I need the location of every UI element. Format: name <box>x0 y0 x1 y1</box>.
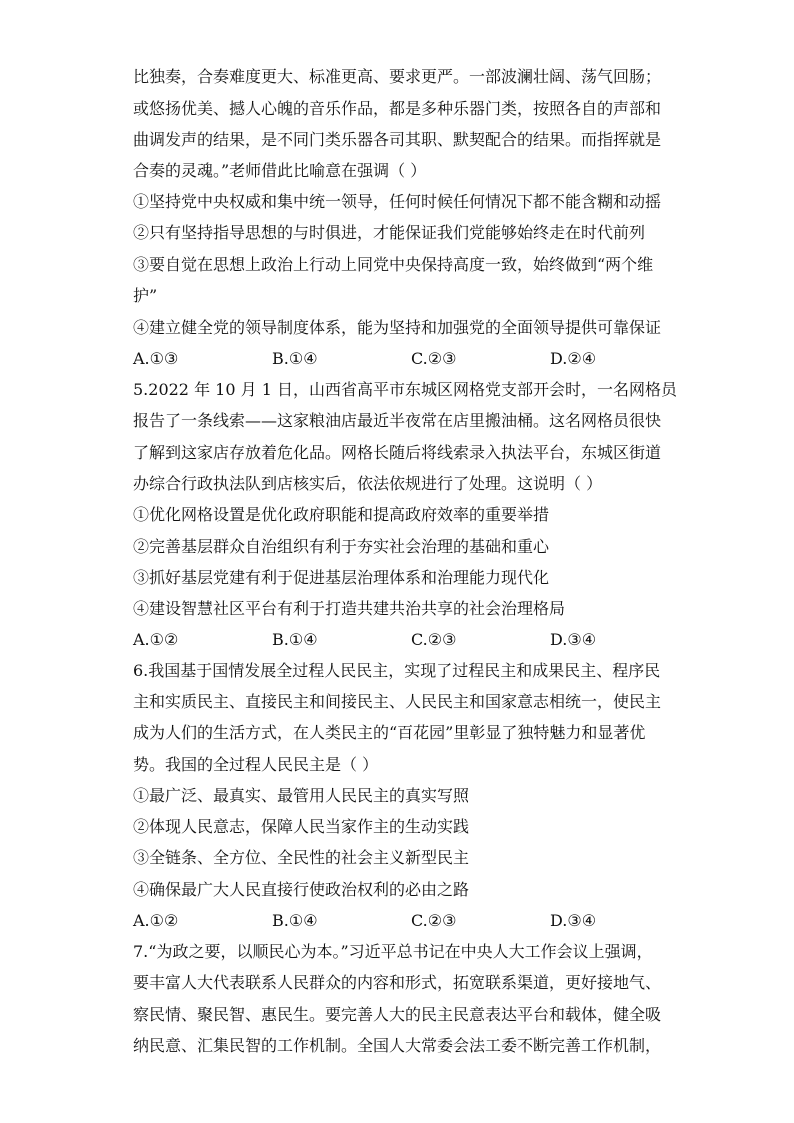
q5-text-line-4: 办综合行政执法队到店核实后，依法依规进行了处理。这说明（ ） <box>133 474 603 493</box>
q6-statement-1: ①最广泛、最真实、最管用人民民主的真实写照 <box>133 786 470 805</box>
q4-text-line-3: 曲调发声的结果，是不同门类乐器各司其职、默契配合的结果。而指挥就是 <box>133 130 662 149</box>
q5-statement-4: ④建设智慧社区平台有利于打造共建共治共享的社会治理格局 <box>133 599 566 618</box>
q6-text-line-1: 6.我国基于国情发展全过程人民民主，实现了过程民主和成果民主、程序民 <box>133 661 661 680</box>
q5-text-line-2: 报告了一条线索——这家粮油店最近半夜常在店里搬油桶。这名网格员很快 <box>133 411 662 430</box>
q6-text-line-4: 势。我国的全过程人民民主是（ ） <box>133 755 379 774</box>
q4-text-line-4: 合奏的灵魂。”老师借此比喻意在强调（ ） <box>133 161 427 180</box>
q6-option-d[interactable]: D.③④ <box>550 911 597 930</box>
q6-option-a[interactable]: A.①② <box>133 911 179 930</box>
q4-statement-1: ①坚持党中央权威和集中统一领导，任何时候任何情况下都不能含糊和动摇 <box>133 192 662 211</box>
q6-option-b[interactable]: B.①④ <box>272 911 318 930</box>
q6-options <box>0 911 794 933</box>
q5-option-a[interactable]: A.①② <box>133 630 179 649</box>
q4-option-c[interactable]: C.②③ <box>411 349 457 368</box>
q5-option-c[interactable]: C.②③ <box>411 630 457 649</box>
q4-statement-2: ②只有坚持指导思想的与时俱进，才能保证我们党能够始终走在时代前列 <box>133 223 646 242</box>
q4-statement-3: ③要自觉在思想上政治上行动上同党中央保持高度一致，始终做到“两个维 <box>133 255 654 274</box>
q7-text-line-2: 要丰富人大代表联系人民群众的内容和形式，拓宽联系渠道，更好接地气、 <box>133 973 662 992</box>
q4-text-line-2: 或悠扬优美、撼人心魄的音乐作品，都是多种乐器门类，按照各自的声部和 <box>133 99 662 118</box>
q7-text-line-1: 7.“为政之要，以顺民心为本。”习近平总书记在中央人大工作会议上强调， <box>133 942 653 961</box>
q4-statement-3-cont: 护” <box>133 286 158 305</box>
q6-statement-4: ④确保最广大人民直接行使政治权利的必由之路 <box>133 880 470 899</box>
q5-options <box>0 630 794 652</box>
q5-text-line-3: 了解到这家店存放着危化品。网格长随后将线索录入执法平台，东城区街道 <box>133 443 662 462</box>
q5-option-d[interactable]: D.③④ <box>550 630 597 649</box>
q4-text-line-1: 比独奏，合奏难度更大、标准更高、要求更严。一部波澜壮阔、荡气回肠； <box>133 67 662 86</box>
q6-text-line-2: 主和实质民主、直接民主和间接民主、人民民主和国家意志相统一，使民主 <box>133 692 662 711</box>
q5-option-b[interactable]: B.①④ <box>272 630 318 649</box>
q7-text-line-3: 察民情、聚民智、惠民生。要完善人大的民主民意表达平台和载体，健全吸 <box>133 1005 662 1024</box>
q5-statement-3: ③抓好基层党建有利于促进基层治理体系和治理能力现代化 <box>133 568 550 587</box>
q4-statement-4: ④建立健全党的领导制度体系，能为坚持和加强党的全面领导提供可靠保证 <box>133 318 662 337</box>
q6-statement-2: ②体现人民意志，保障人民当家作主的生动实践 <box>133 817 470 836</box>
q4-option-a[interactable]: A.①③ <box>133 349 179 368</box>
q6-text-line-3: 成为人们的生活方式，在人类民主的“百花园”里彰显了独特魅力和显著优 <box>133 723 646 742</box>
q4-option-d[interactable]: D.②④ <box>550 349 597 368</box>
q5-statement-1: ①优化网格设置是优化政府职能和提高政府效率的重要举措 <box>133 505 550 524</box>
q5-statement-2: ②完善基层群众自治组织有利于夯实社会治理的基础和重心 <box>133 537 550 556</box>
q7-text-line-4: 纳民意、汇集民智的工作机制。全国人大常委会法工委不断完善工作机制， <box>133 1036 662 1055</box>
q6-statement-3: ③全链条、全方位、全民性的社会主义新型民主 <box>133 848 470 867</box>
q4-options <box>0 349 794 371</box>
q5-text-line-1: 5.2022 年 10 月 1 日，山西省高平市东城区网格党支部开会时，一名网格员 <box>133 380 677 399</box>
q4-option-b[interactable]: B.①④ <box>272 349 318 368</box>
q6-option-c[interactable]: C.②③ <box>411 911 457 930</box>
